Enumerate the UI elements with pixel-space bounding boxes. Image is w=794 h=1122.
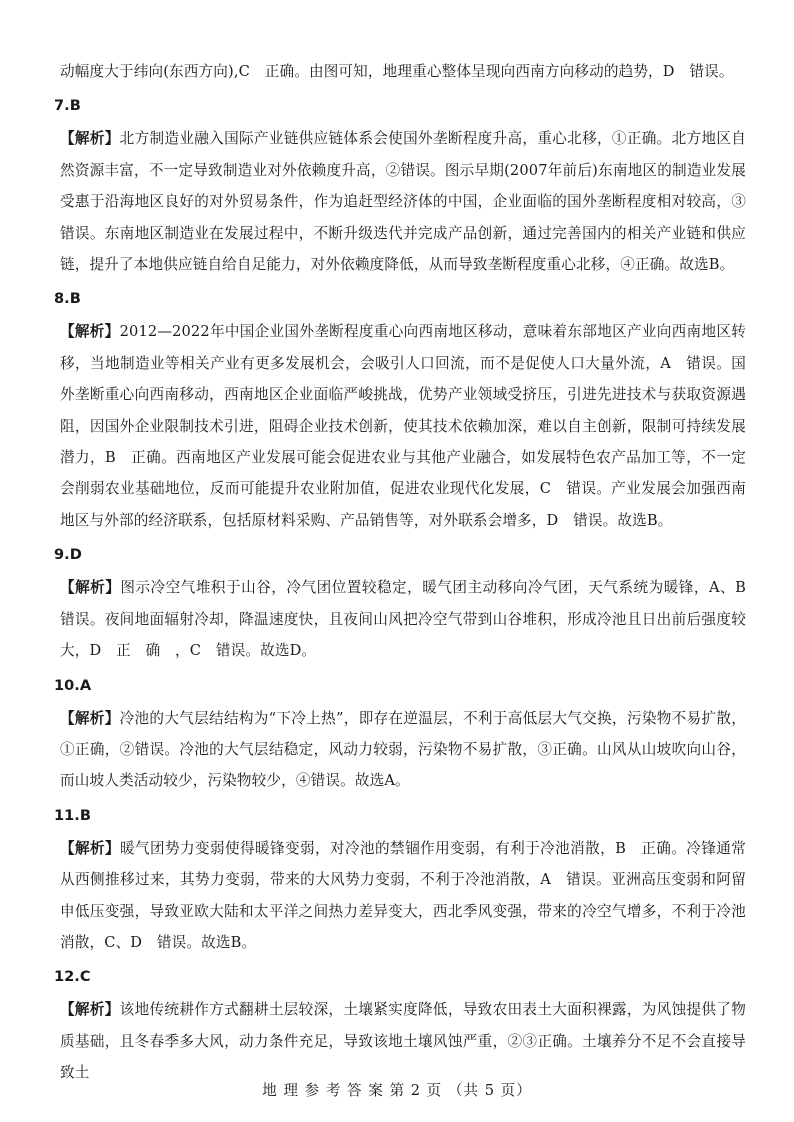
question-item xyxy=(56,674,746,797)
page-footer: 地 理 参 考 答 案 第 2 页 （共 5 页） xyxy=(262,1082,532,1099)
explanation-text: 该地传统耕作方式翻耕土层较深，土壤紧实度降低，导致农田表土大面积裸露，为风蚀提供了物质基础，且冬春季多大风，动力条件充足，导致该地土壤风蚀严重，②③正确。土壤养分不足不会直接导致土 xyxy=(60,1001,746,1082)
explanation-paragraph xyxy=(60,994,746,1088)
question-number: 12.C xyxy=(54,968,91,986)
question-item xyxy=(56,804,746,959)
page-content xyxy=(54,56,761,1089)
explanation-paragraph xyxy=(60,703,746,797)
question-number: 9.D xyxy=(54,546,82,564)
explanation-paragraph xyxy=(60,833,746,959)
explanation-tag: 【解析】 xyxy=(60,323,120,341)
explanation-tag: 【解析】 xyxy=(60,709,120,727)
explanation-text: 冷池的大气层结结构为“下冷上热”，即存在逆温层，不利于高低层大气交换，污染物不易扩散，①正确，②错误。冷池的大气层结稳定，风动力较弱，污染物不易扩散，③正确。山风从山坡吹向山谷，而山坡人类活动较少，污染物较少，④错误。故选A。 xyxy=(60,709,747,790)
explanation-tag: 【解析】 xyxy=(60,579,121,597)
explanation-text: 图示冷空气堆积于山谷，冷气团位置较稳定，暖气团主动移向冷气团，天气系统为暖锋，A、B 错误。夜间地面辐射冷却，降温速度快，且夜间山风把冷空气带到山谷堆积，形成冷池且日出前后强度较大，D 正 确 ，C 错误。故选D。 xyxy=(60,579,761,660)
explanation-tag: 【解析】 xyxy=(60,839,121,857)
explanation-text: 2012—2022年中国企业国外垄断程度重心向西南地区移动，意味着东部地区产业向西南地区转移，当地制造业等相关产业有更多发展机会，会吸引人口回流，而不是促使人口大量外流，A 错误。国外垄断重心向西南移动，西南地区企业面临严峻挑战，优势产业领域受挤压，引进先进技术与获取资源遇阻，因国外企业限制技术引进，阻碍企业技术创新，使其技术依赖加深，难以自主创新，限制可持续发展潜力，B 正确。西南地区产业发展可能会促进农业与其他产业融合，如发展特色农产品加工等，不一定会削弱农业基础地位，反而可能提升农业附加值，促进农业现代化发展，C 错误。产业发展会加强西南地区与外部的经济联系，包括原材料采购、产品销售等，对外联系会增多，D 错误。故选B。 xyxy=(60,323,746,529)
explanation-text: 北方制造业融入国际产业链供应链体系会使国外垄断程度升高，重心北移，①正确。北方地区自然资源丰富，不一定导致制造业对外依赖度升高，②错误。图示早期(2007年前后)东南地区的制造业发展受惠于沿海地区良好的对外贸易条件，作为追赶型经济体的中国，企业面临的国外垄断程度相对较高，③错误。东南地区制造业在发展过程中，不断升级迭代并完成产品创新，通过完善国内的相关产业链和供应链，提升了本地供应链自给自足能力，对外依赖度降低，从而导致垄断程度重心北移，④正确。故选B。 xyxy=(60,130,746,274)
question-number: 11.B xyxy=(54,806,91,824)
continued-paragraph: 动幅度大于纬向(东西方向),C 正确。由图可知，地理重心整体呈现向西南方向移动的趋势，D 错误。 xyxy=(60,63,734,80)
question-item xyxy=(56,94,746,280)
explanation-tag: 【解析】 xyxy=(60,1001,120,1019)
question-number: 7.B xyxy=(54,97,81,115)
explanation-tag: 【解析】 xyxy=(60,130,120,148)
question-item xyxy=(54,543,761,666)
explanation-paragraph xyxy=(60,316,746,536)
question-number: 10.A xyxy=(54,676,92,694)
explanation-paragraph xyxy=(60,123,746,280)
explanation-text: 暖气团势力变弱使得暖锋变弱，对冷池的禁锢作用变弱，有利于冷池消散，B 正确。冷锋通常从西侧推移过来，其势力变弱，带来的大风势力变弱，不利于冷池消散，A 错误。亚洲高压变弱和阿留申低压变强，导致亚欧大陆和太平洋之间热力差异变大，西北季风变强，带来的冷空气增多，不利于冷池消散，C、D 错误。故选B。 xyxy=(60,839,746,951)
question-item xyxy=(56,287,746,536)
question-item xyxy=(56,965,746,1088)
explanation-paragraph xyxy=(60,572,761,666)
question-number: 8.B xyxy=(54,290,81,308)
